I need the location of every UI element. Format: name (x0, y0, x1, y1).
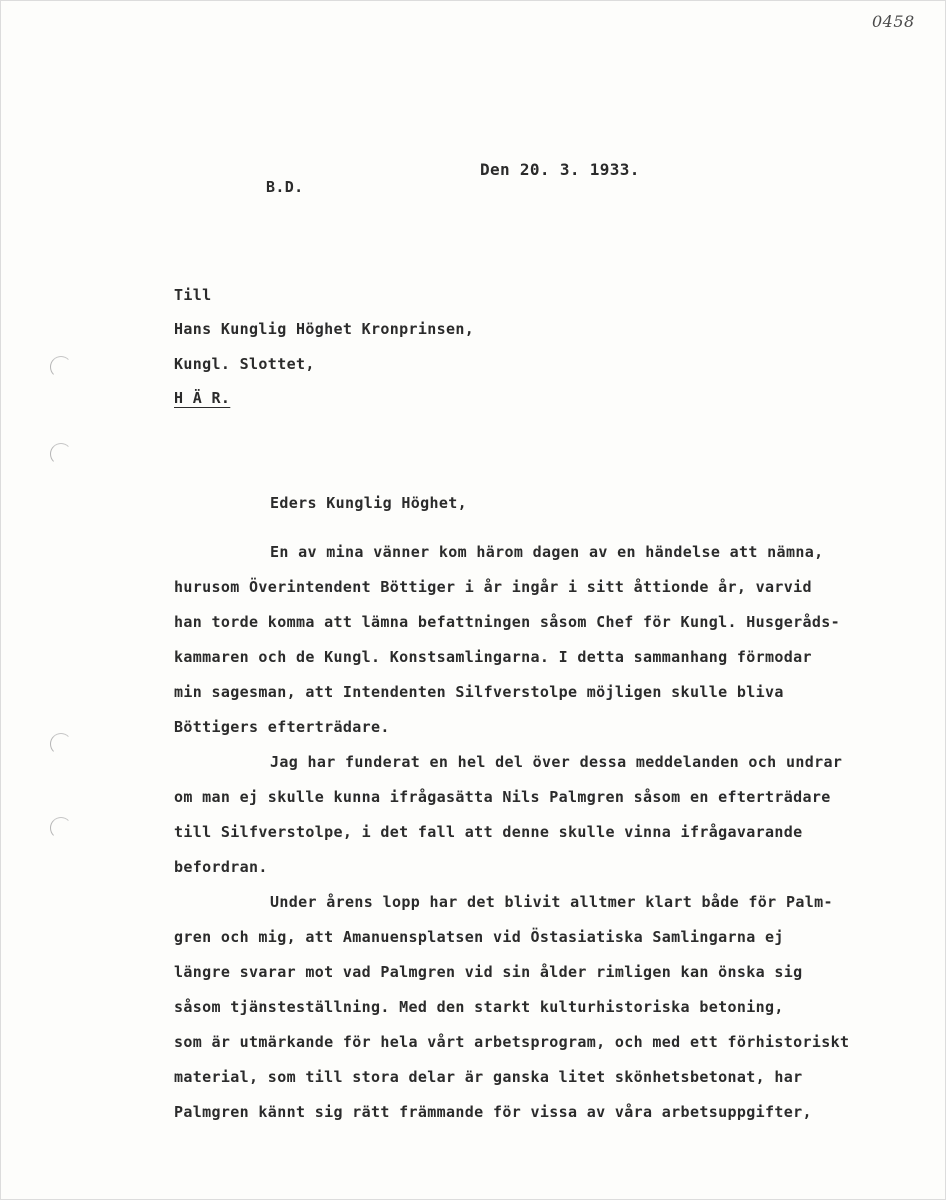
body-line: befordran. (174, 858, 268, 876)
body-line: såsom tjänsteställning. Med den starkt kulturhistoriska betoning, (174, 998, 784, 1016)
body-line: om man ej skulle kunna ifrågasätta Nils Palmgren såsom en efterträdare (174, 788, 831, 806)
punch-hole (50, 356, 72, 378)
address-city: H Ä R. (174, 389, 231, 407)
letter-date: Den 20. 3. 1933. (480, 160, 640, 179)
body-line: Böttigers efterträdare. (174, 718, 390, 736)
body-line: längre svarar mot vad Palmgren vid sin ålder rimligen kan önska sig (174, 963, 803, 981)
body-line: som är utmärkande för hela vårt arbetsprogram, och med ett förhistoriskt (174, 1033, 850, 1051)
punch-hole (50, 817, 72, 839)
salutation: Eders Kunglig Höghet, (270, 494, 467, 512)
reference-code: B.D. (266, 178, 304, 196)
body-line: min sagesman, att Intendenten Silfverstolpe möjligen skulle bliva (174, 683, 784, 701)
archive-number: 0458 (872, 12, 915, 31)
address-line: Kungl. Slottet, (174, 355, 315, 373)
body-line: till Silfverstolpe, i det fall att denne skulle vinna ifrågavarande (174, 823, 803, 841)
punch-hole (50, 733, 72, 755)
body-line: Jag har funderat en hel del över dessa meddelanden och undrar (270, 753, 843, 771)
body-line: Palmgren kännt sig rätt främmande för vissa av våra arbetsuppgifter, (174, 1103, 812, 1121)
body-line: Under årens lopp har det blivit alltmer klart både för Palm- (270, 893, 833, 911)
body-line: han torde komma att lämna befattningen såsom Chef för Kungl. Husgeråds- (174, 613, 841, 631)
address-line: Hans Kunglig Höghet Kronprinsen, (174, 320, 475, 338)
punch-hole (50, 443, 72, 465)
body-line: material, som till stora delar är ganska litet skönhetsbetonat, har (174, 1068, 803, 1086)
address-line: Till (174, 286, 212, 304)
body-line: En av mina vänner kom härom dagen av en händelse att nämna, (270, 543, 824, 561)
body-line: kammaren och de Kungl. Konstsamlingarna. I detta sammanhang förmodar (174, 648, 812, 666)
body-line: gren och mig, att Amanuensplatsen vid Östasiatiska Samlingarna ej (174, 928, 784, 946)
body-line: hurusom Överintendent Böttiger i år ingår i sitt åttionde år, varvid (174, 578, 812, 596)
